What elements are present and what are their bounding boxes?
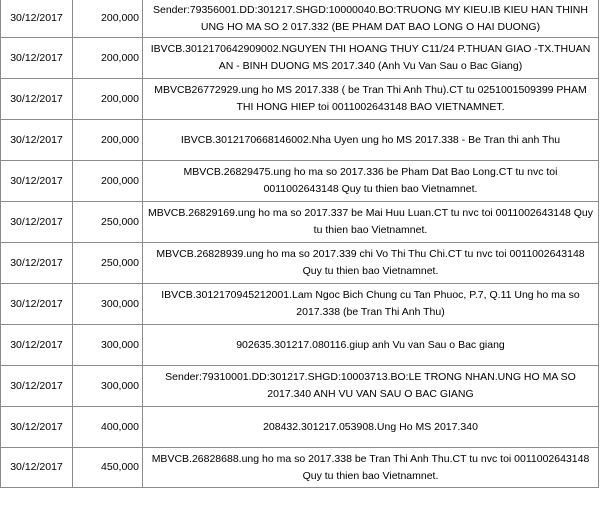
date-cell: 30/12/2017: [1, 366, 73, 407]
description-cell: IBVCB.3012170668146002.Nha Uyen ung ho MS 2017.338 - Be Tran thi anh Thu: [143, 120, 599, 161]
date-cell: 30/12/2017: [1, 448, 73, 488]
date-cell: 30/12/2017: [1, 38, 73, 79]
description-cell: IBVCB.3012170945212001.Lam Ngoc Bich Chung cu Tan Phuoc, P.7, Q.11 Ung ho ma so 2017.338 (be Tran Thi Anh Thu): [143, 284, 599, 325]
description-cell: MBVCB.26828688.ung ho ma so 2017.338 be Tran Thi Anh Thu.CT tu nvc toi 0011002643148 Quy tu thien bao Vietnamnet.: [143, 448, 599, 488]
donation-table-body: [1, 0, 599, 488]
date-cell: 30/12/2017: [1, 284, 73, 325]
description-cell: Sender:79356001.DD:301217.SHGD:10000040.BO:TRUONG MY KIEU.IB KIEU HAN THINH UNG HO MA SO 2 017.332 (BE PHAM DAT BAO LONG O HAI DUONG): [143, 0, 599, 38]
description-cell: IBVCB.3012170642909002.NGUYEN THI HOANG THUY C11/24 P.THUAN GIAO -TX.THUAN AN - BINH DUONG MS 2017.340 (Anh Vu Van Sau o Bac Giang): [143, 38, 599, 79]
date-cell: 30/12/2017: [1, 120, 73, 161]
date-cell: 30/12/2017: [1, 161, 73, 202]
amount-cell: 200,000: [73, 120, 143, 161]
table-row: [1, 284, 599, 325]
table-row: [1, 325, 599, 366]
description-cell: MBVCB.26829475.ung ho ma so 2017.336 be Pham Dat Bao Long.CT tu nvc toi 0011002643148 Quy tu thien bao Vietnamnet.: [143, 161, 599, 202]
description-cell: 208432.301217.053908.Ung Ho MS 2017.340: [143, 407, 599, 448]
description-cell: MBVCB26772929.ung ho MS 2017.338 ( be Tran Thi Anh Thu).CT tu 0251001509399 PHAM THI HONG HIEP toi 0011002643148 BAO VIETNAMNET.: [143, 79, 599, 120]
date-cell: 30/12/2017: [1, 325, 73, 366]
table-row: [1, 0, 599, 38]
date-cell: 30/12/2017: [1, 202, 73, 243]
amount-cell: 300,000: [73, 325, 143, 366]
table-row: [1, 366, 599, 407]
amount-cell: 200,000: [73, 38, 143, 79]
amount-cell: 200,000: [73, 161, 143, 202]
date-cell: 30/12/2017: [1, 79, 73, 120]
amount-cell: 300,000: [73, 366, 143, 407]
table-row: [1, 79, 599, 120]
description-cell: Sender:79310001.DD:301217.SHGD:10003713.BO:LE TRONG NHAN.UNG HO MA SO 2017.340 ANH VU VAN SAU O BAC GIANG: [143, 366, 599, 407]
description-cell: MBVCB.26828939.ung ho ma so 2017.339 chi Vo Thi Thu Chi.CT tu nvc toi 0011002643148 Quy tu thien bao Vietnamnet.: [143, 243, 599, 284]
table-row: [1, 448, 599, 488]
description-cell: MBVCB.26829169.ung ho ma so 2017.337 be Mai Huu Luan.CT tu nvc toi 0011002643148 Quy tu thien bao Vietnamnet.: [143, 202, 599, 243]
date-cell: 30/12/2017: [1, 243, 73, 284]
table-row: [1, 120, 599, 161]
amount-cell: 250,000: [73, 202, 143, 243]
table-row: [1, 407, 599, 448]
table-row: [1, 202, 599, 243]
amount-cell: 200,000: [73, 79, 143, 120]
amount-cell: 450,000: [73, 448, 143, 488]
amount-cell: 400,000: [73, 407, 143, 448]
date-cell: 30/12/2017: [1, 407, 73, 448]
description-cell: 902635.301217.080116.giup anh Vu van Sau o Bac giang: [143, 325, 599, 366]
date-cell: 30/12/2017: [1, 0, 73, 38]
table-row: [1, 38, 599, 79]
amount-cell: 300,000: [73, 284, 143, 325]
table-row: [1, 161, 599, 202]
amount-cell: 250,000: [73, 243, 143, 284]
amount-cell: 200,000: [73, 0, 143, 38]
table-row: [1, 243, 599, 284]
